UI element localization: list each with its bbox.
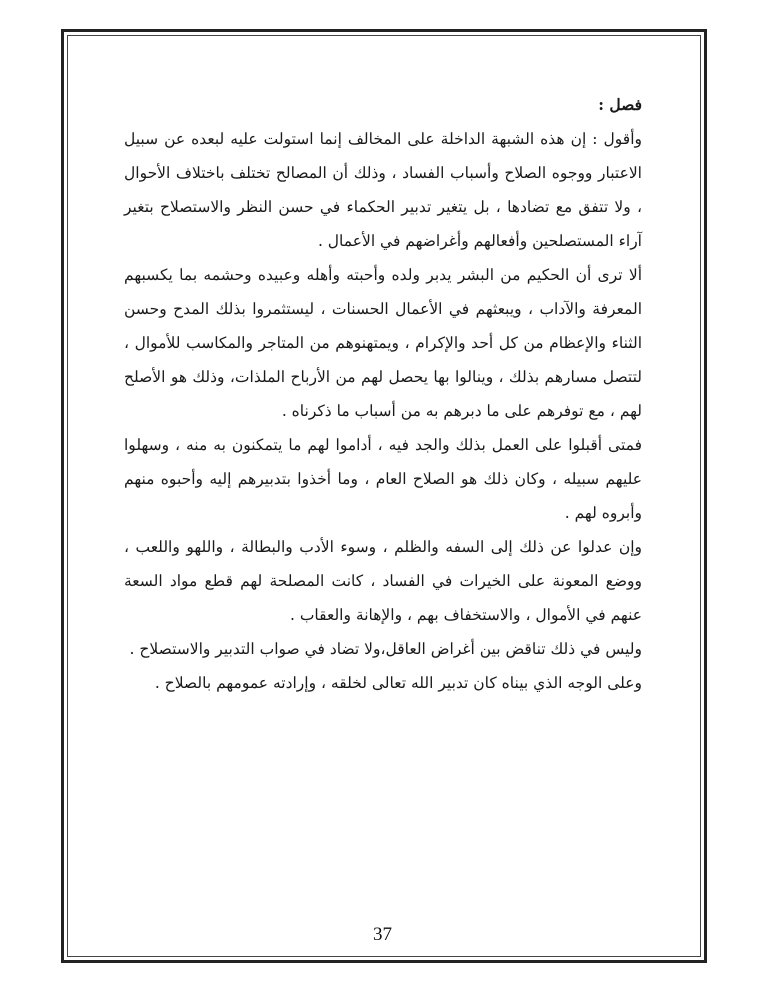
page-number: 37 (373, 924, 392, 945)
paragraph: وعلى الوجه الذي بيناه كان تدبير الله تعالى لخلقه ، وإرادته عمومهم بالصلاح . (154, 674, 642, 692)
paragraph: وإن عدلوا عن ذلك إلى السفه والظلم ، وسوء الأدب والبطالة ، واللهو واللعب ، ووضع المعونة على الخيرات في الفساد ، كانت المصلحة لهم قطع مواد السعة عنهم في الأموال ، والاستخفاف بهم ، والإهانة والعقاب . (124, 538, 642, 624)
paragraph: فمتى أقبلوا على العمل بذلك والجد فيه ، أداموا لهم ما يتمكنون به منه ، وسهلوا عليهم سبيله ، وكان ذلك هو الصلاح العام ، وما أخذوا بتدبيرهم إليه وأحبوه منهم وأبروه لهم . (124, 436, 642, 522)
paragraph: وأقول : إن هذه الشبهة الداخلة على المخالف إنما استولت عليه لبعده عن سبيل الاعتبار ووجوه الصلاح وأسباب الفساد ، وذلك أن المصالح تختلف باختلاف الأحوال ، ولا تتفق مع تضادها ، بل يتغير تدبير الحكماء في حسن النظر والاستصلاح بتغير آراء المستصلحين وأفعالهم وأغراضهم في الأعمال . (124, 130, 642, 250)
paragraph: وليس في ذلك تناقض بين أغراض العاقل،ولا تضاد في صواب التدبير والاستصلاح . (129, 640, 642, 658)
paragraph: ألا ترى أن الحكيم من البشر يدبر ولده وأحبته وأهله وعبيده وحشمه بما يكسبهم المعرفة والآداب ، ويبعثهم في الأعمال الحسنات ، ليستثمروا بذلك المدح وحسن الثناء والإعظام من كل أحد والإكرام ، ويمتهنوهم من المتاجر والمكاسب للأموال ، لتتصل مسارهم بذلك ، وينالوا بها يحصل لهم من الأرباح الملذات، وذلك هو الأصلح لهم ، مع توفرهم على ما دبرهم به من أسباب ما ذكرناه . (124, 266, 642, 420)
body-text (124, 88, 642, 700)
section-heading: فصل : (598, 95, 642, 114)
